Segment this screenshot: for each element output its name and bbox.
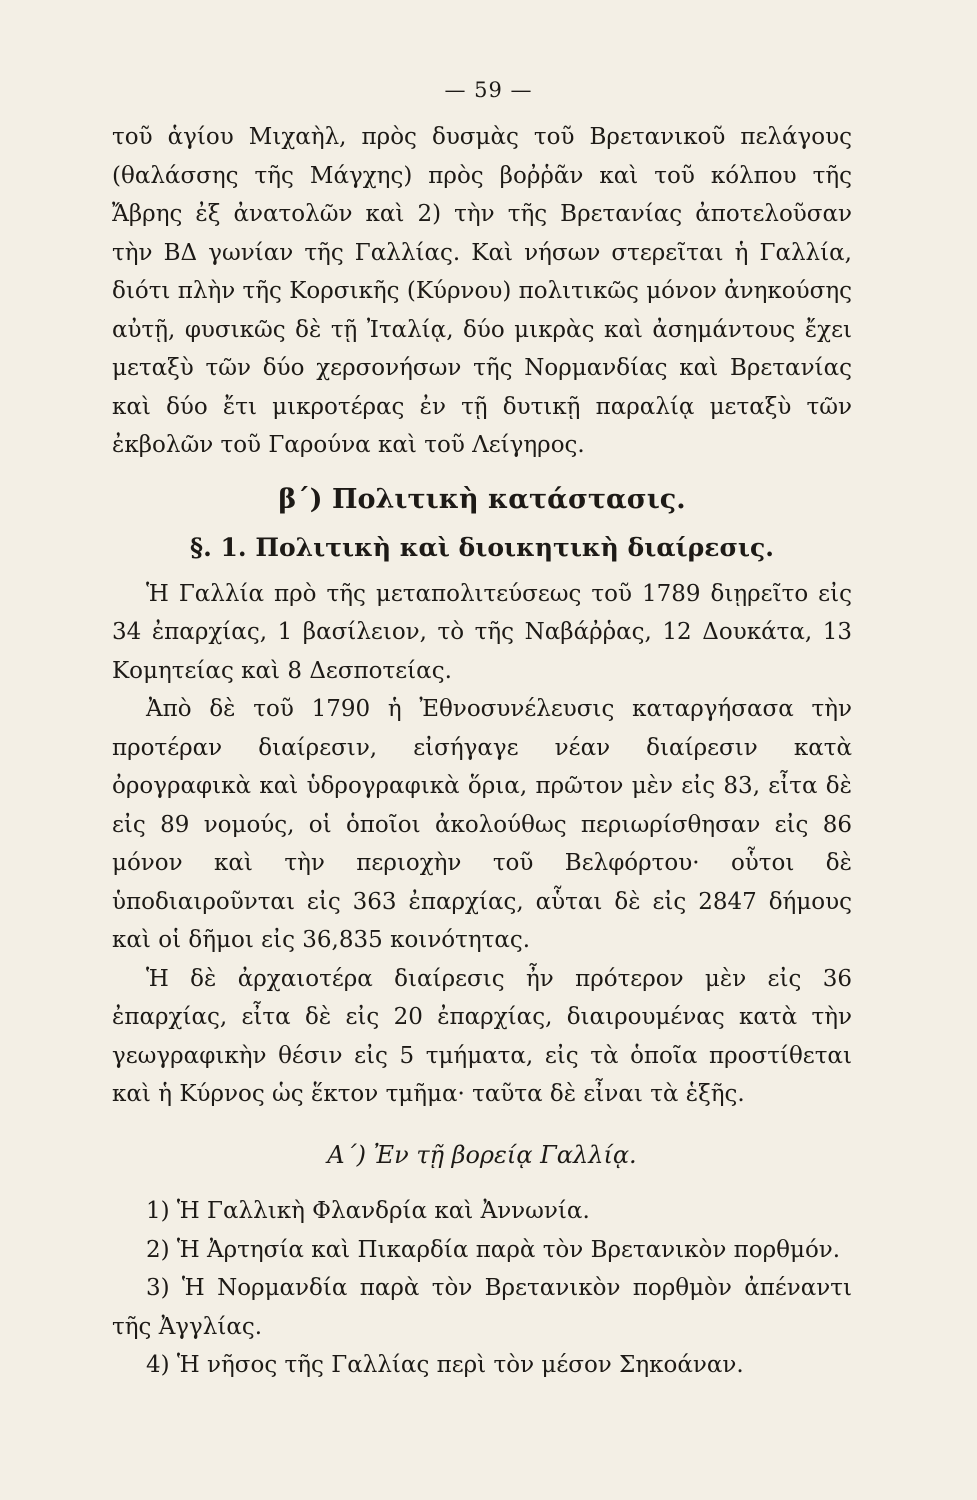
intro-paragraph: τοῦ ἁγίου Μιχαὴλ, πρὸς δυσμὰς τοῦ Βρετανικοῦ πελάγους (θαλάσσης τῆς Μάγχης) πρὸς βοῤῥᾶν καὶ τοῦ κόλπου τῆς Ἄβρης ἐξ ἀνατολῶν καὶ 2) τὴν τῆς Βρετανίας ἀποτελοῦσαν τὴν ΒΔ γωνίαν τῆς Γαλλίας. Καὶ νήσων στερεῖται ἡ Γαλλία, διότι πλὴν τῆς Κορσικῆς (Κύρνου) πολιτικῶς μόνον ἀνηκούσης αὐτῇ, φυσικῶς δὲ τῇ Ἰταλίᾳ, δύο μικρὰς καὶ ἀσημάντους ἔχει μεταξὺ τῶν δύο χερσονήσων τῆς Νορμανδίας καὶ Βρετανίας καὶ δύο ἔτι μικροτέρας ἐν τῇ δυτικῇ παραλίᾳ μεταξὺ τῶν ἐκβολῶν τοῦ Γαρούνα καὶ τοῦ Λείγηρος.: [112, 124, 852, 458]
paragraph-2: Ἀπὸ δὲ τοῦ 1790 ἡ Ἐθνοσυνέλευσις καταργήσασα τὴν προτέραν διαίρεσιν, εἰσήγαγε νέαν διαίρεσιν κατὰ ὀρογραφικὰ καὶ ὑδρογραφικὰ ὅρια, πρῶτον μὲν εἰς 83, εἶτα δὲ εἰς 89 νομούς, οἱ ὁποῖοι ἀκολούθως περιωρίσθησαν εἰς 86 μόνον καὶ τὴν περιοχὴν τοῦ Βελφόρτου· οὗτοι δὲ ὑποδιαιροῦνται εἰς 363 ἐπαρχίας, αὗται δὲ εἰς 2847 δήμους καὶ οἱ δῆμοι εἰς 36,835 κοινότητας.: [112, 696, 852, 953]
subsection-heading: §. 1. Πολιτικὴ καὶ διοικητικὴ διαίρεσις.: [190, 532, 774, 562]
list-item: 1) Ἡ Γαλλικὴ Φλανδρία καὶ Ἀννωνία.: [146, 1198, 590, 1224]
page-content: [112, 118, 852, 1385]
list-item: 2) Ἡ Ἀρτησία καὶ Πικαρδία παρὰ τὸν Βρετανικὸν πορθμόν.: [146, 1236, 841, 1263]
list-item: 3) Ἡ Νορμανδία παρὰ τὸν Βρετανικὸν πορθμὸν ἀπέναντι τῆς Ἀγγλίας.: [112, 1275, 852, 1340]
region-list: [112, 1192, 852, 1385]
paragraph-1: Ἡ Γαλλία πρὸ τῆς μεταπολιτεύσεως τοῦ 1789 διῃρεῖτο εἰς 34 ἐπαρχίας, 1 βασίλειον, τὸ τῆς Ναβάῤῥας, 12 Δουκάτα, 13 Κομητείας καὶ 8 Δεσποτείας.: [112, 580, 852, 684]
paragraph-3: Ἡ δὲ ἀρχαιοτέρα διαίρεσις ἦν πρότερον μὲν εἰς 36 ἐπαρχίας, εἶτα δὲ εἰς 20 ἐπαρχίας, διαιρουμένας κατὰ τὴν γεωγραφικὴν θέσιν εἰς 5 τμήματα, εἰς τὰ ὁποῖα προστίθεται καὶ ἡ Κύρνος ὡς ἕκτον τμῆμα· ταῦτα δὲ εἶναι τὰ ἑξῆς.: [112, 965, 852, 1107]
list-item: 4) Ἡ νῆσος τῆς Γαλλίας περὶ τὸν μέσον Σηκοάναν.: [146, 1352, 744, 1378]
page-number: — 59 —: [444, 78, 533, 102]
list-heading: Α´) Ἐν τῇ βορείᾳ Γαλλίᾳ.: [327, 1140, 637, 1169]
section-heading: β´) Πολιτικὴ κατάστασις.: [278, 483, 686, 515]
